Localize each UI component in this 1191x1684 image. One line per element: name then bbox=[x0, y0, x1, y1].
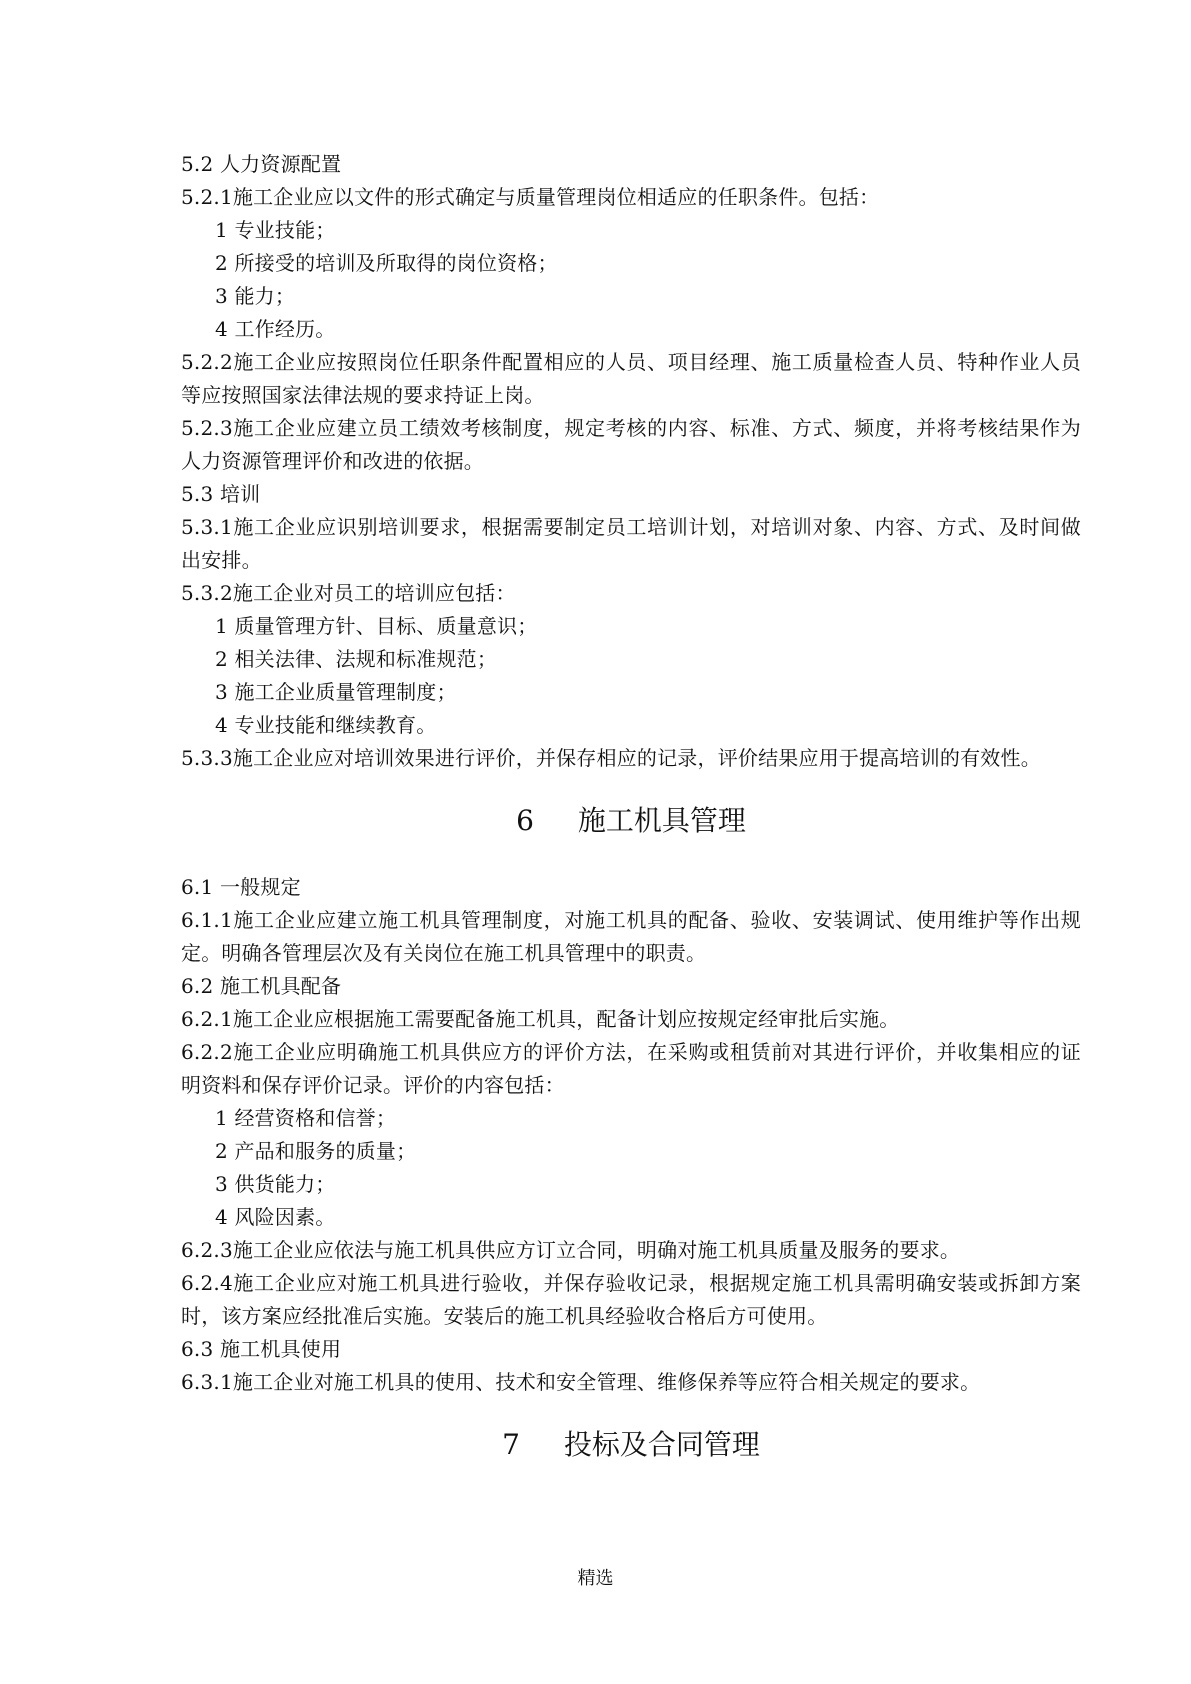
list-item: 4 风险因素。 bbox=[215, 1205, 336, 1229]
clause-5-2-1: 5.2.1施工企业应以文件的形式确定与质量管理岗位相适应的任职条件。包括： bbox=[181, 185, 880, 209]
list-item: 2 相关法律、法规和标准规范； bbox=[215, 647, 498, 671]
heading-6-1: 6.1 一般规定 bbox=[181, 875, 301, 899]
list-item: 4 专业技能和继续教育。 bbox=[215, 713, 437, 737]
list-item: 3 施工企业质量管理制度； bbox=[215, 680, 457, 704]
clause-5-3-3: 5.3.3施工企业应对培训效果进行评价，并保存相应的记录，评价结果应用于提高培训的有效性。 bbox=[181, 746, 1041, 770]
heading-5-3: 5.3 培训 bbox=[181, 482, 261, 506]
chapter-6-heading bbox=[181, 785, 1081, 857]
chapter-title: 施工机具管理 bbox=[577, 804, 746, 837]
heading-5-2: 5.2 人力资源配置 bbox=[181, 152, 342, 176]
clause-6-1-1: 6.1.1施工企业应建立施工机具管理制度，对施工机具的配备、验收、安装调试、使用维护等作出规定。明确各管理层次及有关岗位在施工机具管理中的职责。 bbox=[181, 908, 1081, 965]
clause-5-2-3: 5.2.3施工企业应建立员工绩效考核制度，规定考核的内容、标准、方式、频度，并将考核结果作为人力资源管理评价和改进的依据。 bbox=[181, 416, 1081, 473]
clause-5-3-2: 5.3.2施工企业对员工的培训应包括： bbox=[181, 581, 516, 605]
list-item: 1 专业技能； bbox=[215, 218, 336, 242]
clause-6-2-4: 6.2.4施工企业应对施工机具进行验收，并保存验收记录，根据规定施工机具需明确安装或拆卸方案时，该方案应经批准后实施。安装后的施工机具经验收合格后方可使用。 bbox=[181, 1271, 1081, 1328]
list-item: 2 产品和服务的质量； bbox=[215, 1139, 417, 1163]
heading-6-2: 6.2 施工机具配备 bbox=[181, 974, 342, 998]
chapter-number: 7 bbox=[502, 1428, 520, 1461]
list-item: 1 经营资格和信誉； bbox=[215, 1106, 397, 1130]
clause-6-2-1: 6.2.1施工企业应根据施工需要配备施工机具，配备计划应按规定经审批后实施。 bbox=[181, 1007, 900, 1031]
document-body bbox=[181, 148, 1081, 1495]
clause-5-2-2: 5.2.2施工企业应按照岗位任职条件配置相应的人员、项目经理、施工质量检查人员、特种作业人员等应按照国家法律法规的要求持证上岗。 bbox=[181, 350, 1081, 407]
chapter-7-heading bbox=[181, 1409, 1081, 1481]
clause-6-3-1: 6.3.1施工企业对施工机具的使用、技术和安全管理、维修保养等应符合相关规定的要求。 bbox=[181, 1370, 981, 1394]
chapter-number: 6 bbox=[516, 804, 534, 837]
list-item: 3 供货能力； bbox=[215, 1172, 336, 1196]
list-item: 1 质量管理方针、目标、质量意识； bbox=[215, 614, 538, 638]
list-item: 3 能力； bbox=[215, 284, 296, 308]
clause-5-3-1: 5.3.1施工企业应识别培训要求，根据需要制定员工培训计划，对培训对象、内容、方式、及时间做出安排。 bbox=[181, 515, 1081, 572]
list-item: 4 工作经历。 bbox=[215, 317, 336, 341]
clause-6-2-3: 6.2.3施工企业应依法与施工机具供应方订立合同，明确对施工机具质量及服务的要求。 bbox=[181, 1238, 961, 1262]
clause-6-2-2: 6.2.2施工企业应明确施工机具供应方的评价方法，在采购或租赁前对其进行评价，并收集相应的证明资料和保存评价记录。评价的内容包括： bbox=[181, 1040, 1081, 1097]
list-item: 2 所接受的培训及所取得的岗位资格； bbox=[215, 251, 558, 275]
page-footer: 精选 bbox=[577, 1568, 614, 1589]
chapter-title: 投标及合同管理 bbox=[563, 1428, 760, 1461]
heading-6-3: 6.3 施工机具使用 bbox=[181, 1337, 342, 1361]
